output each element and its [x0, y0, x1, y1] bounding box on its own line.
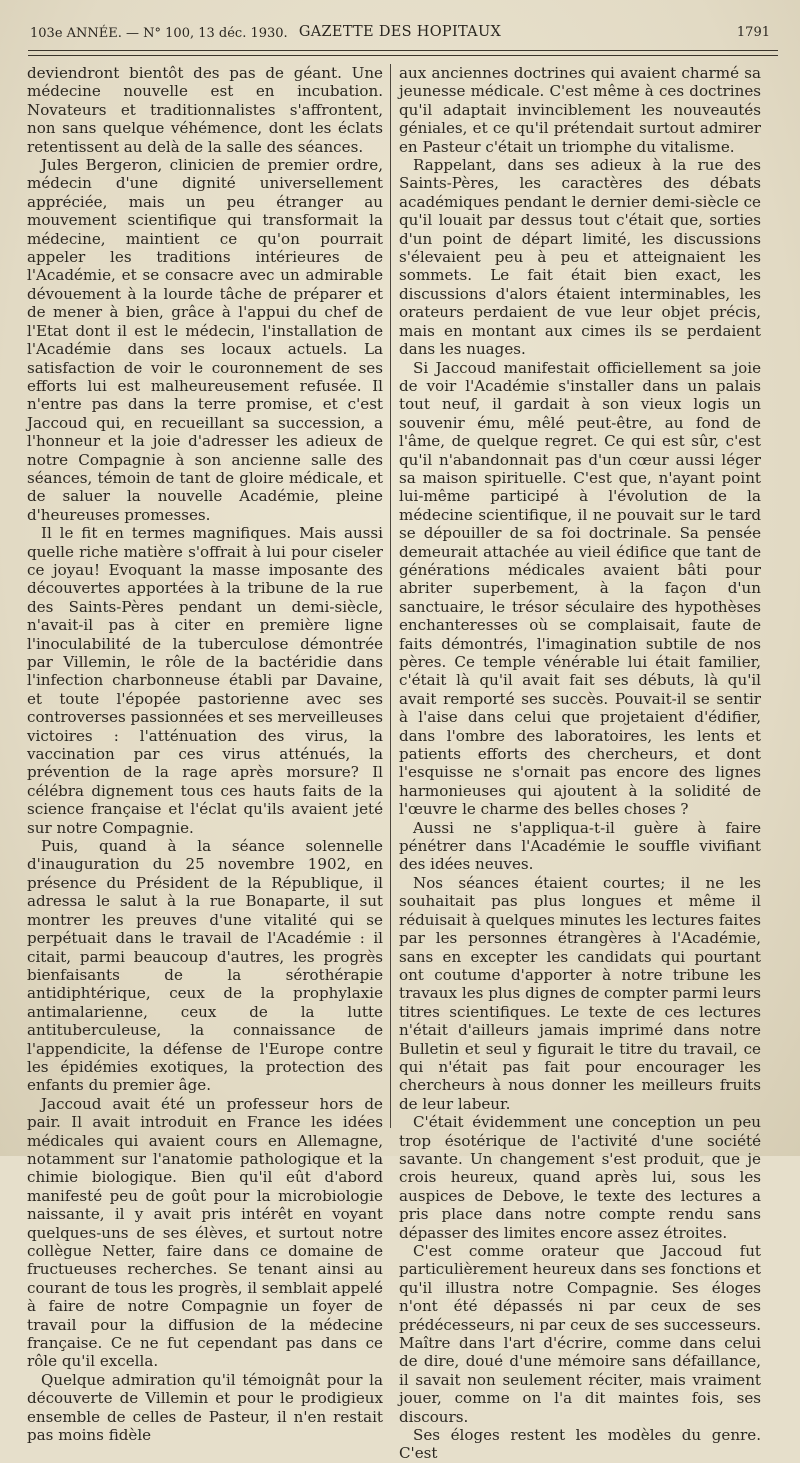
header-rule: [28, 50, 778, 51]
journal-title: GAZETTE DES HOPITAUX: [298, 24, 502, 40]
paragraph: Jules Bergeron, clinicien de premier ordre, médecin d'une dignité universellement appréciée, mais un peu étranger au mouvement scientifique qui transformait la médecine, maintient ce qu'on pourrait appeler les traditions intérieures de l'Académie, et se consacre avec un admirable dévouement à la lourde tâche de préparer et de mener à bien, grâce à l'appui du chef de l'Etat dont il est le médecin, l'installation de l'Académie dans ses locaux actuels. La satisfaction de voir le couronnement de ses efforts lui est malheureusement refusée. Il n'entre pas dans la terre promise, et c'est Jaccoud qui, en recueillant sa succession, a l'honneur et la joie d'adresser les adieux de notre Compagnie à son ancienne salle des séances, témoin de tant de gloire médicale, et de saluer la nouvelle Académie, pleine d'heureuses promesses.: [27, 156, 383, 524]
column-divider: [390, 64, 391, 1128]
paragraph: Il le fit en termes magnifiques. Mais aussi quelle riche matière s'offrait à lui pour ciseler ce joyau! Evoquant la masse imposante des découvertes apportées à la tribune de la rue des Saints-Pères pendant un demi-siècle, n'avait-il pas à citer en première ligne l'inoculabilité de la tuberculose démontrée par Villemin, le rôle de la bactéridie dans l'infection charbonneuse établi par Davaine, et toute l'épopée pastorienne avec ses controverses passionnées et ses merveilleuses victoires : l'atténuation des virus, la vaccination par ces virus atténués, la prévention de la rage après morsure? Il célébra dignement tous ces hauts faits de la science française et l'éclat qu'ils avaient jeté sur notre Compagnie.: [27, 524, 383, 837]
paragraph: C'était évidemment une conception un peu trop ésotérique de l'activité d'une société savante. Un changement s'est produit, que je crois heureux, quand après lui, sous les auspices de Debove, le texte des lectures a pris place dans notre compte rendu sans dépasser des limites encore assez étroites.: [399, 1113, 761, 1242]
issue-info: 103e ANNÉE. — N° 100, 13 déc. 1930.: [30, 26, 288, 41]
paragraph: Si Jaccoud manifestait officiellement sa joie de voir l'Académie s'installer dans un palais tout neuf, il gardait à son vieux logis un souvenir ému, mêlé peut-être, au fond de l'âme, de quelque regret. Ce qui est sûr, c'est qu'il n'abandonnait pas d'un cœur aussi léger sa maison spirituelle. C'est que, n'ayant point lui-même participé à l'évolution de la médecine scientifique, il ne pouvait sur le tard se dépouiller de sa foi doctrinale. Sa pensée demeurait attachée au vieil édifice que tant de générations médicales avaient bâti pour abriter superbement, à la façon d'un sanctuaire, le trésor séculaire des hypothèses enchanteresses où se complaisait, faute de faits démontrés, l'imagination subtile de nos pères. Ce temple vénérable lui était familier, c'était là qu'il avait fait ses débuts, là qu'il avait remporté ses succès. Pouvait-il se sentir à l'aise dans celui que projetaient d'édifier, dans l'ombre des laboratoires, les lents et patients efforts des chercheurs, et dont l'esquisse ne s'ornait pas encore des lignes harmonieuses qui ajoutent à la solidité de l'œuvre le charme des belles choses ?: [399, 358, 761, 819]
page-number: 1791: [736, 25, 770, 40]
paragraph: Ses éloges restent les modèles du genre. C'est: [399, 1426, 761, 1463]
paragraph: C'est comme orateur que Jaccoud fut particulièrement heureux dans ses fonctions et qu'il illustra notre Compagnie. Ses éloges n'ont été dépassés ni par ceux de ses prédécesseurs, ni par ceux de ses successeurs. Maître dans l'art d'écrire, comme dans celui de dire, doué d'une mémoire sans défaillance, il savait non seulement réciter, mais vraiment jouer, comme on l'a dit maintes fois, ses discours.: [399, 1242, 761, 1426]
right-column: [399, 64, 761, 1463]
paragraph: deviendront bientôt des pas de géant. Une médecine nouvelle est en incubation. Novateurs et traditionnalistes s'affrontent, non sans quelque véhémence, dont les éclats retentissent au delà de la salle des séances.: [27, 64, 383, 156]
page-header: [30, 20, 770, 48]
paragraph: Jaccoud avait été un professeur hors de pair. Il avait introduit en France les idées médicales qui avaient cours en Allemagne, notamment sur l'anatomie pathologique et la chimie biologique. Bien qu'il eût d'abord manifesté peu de goût pour la microbiologie naissante, il y avait pris intérêt en voyant quelques-uns de ses élèves, et surtout notre collègue Netter, faire dans ce domaine de fructueuses recherches. Se tenant ainsi au courant de tous les progrès, il semblait appelé à faire de notre Compagnie un foyer de travail pour la diffusion de la médecine française. Ce ne fut cependant pas dans ce rôle qu'il excella.: [27, 1094, 383, 1371]
paragraph: Quelque admiration qu'il témoignât pour la découverte de Villemin et pour le prodigieux ensemble de celles de Pasteur, il n'en restait pas moins fidèle: [27, 1370, 383, 1445]
header-rule-thin: [28, 55, 778, 56]
left-column: [27, 64, 383, 1445]
paragraph: Puis, quand à la séance solennelle d'inauguration du 25 novembre 1902, en présence du Président de la République, il adressa le salut à la rue Bonaparte, il sut montrer les preuves d'une vitalité qui se perpétuait dans le travail de l'Académie : il citait, parmi beaucoup d'autres, les progrès bienfaisants de la sérothérapie antidiphtérique, ceux de la prophylaxie antimalarienne, ceux de la lutte antituberculeuse, la connaissance de l'appendicite, la défense de l'Europe contre les épidémies exotiques, la protection des enfants du premier âge.: [27, 837, 383, 1095]
paragraph: aux anciennes doctrines qui avaient charmé sa jeunesse médicale. C'est même à ces doctrines qu'il adaptait invinciblement les nouveautés géniales, et ce qu'il prétendait surtout admirer en Pasteur c'était un triomphe du vitalisme.: [399, 64, 761, 156]
paragraph: Rappelant, dans ses adieux à la rue des Saints-Pères, les caractères des débats académiques pendant le dernier demi-siècle ce qu'il louait par dessus tout c'était que, sorties d'un point de départ limité, les discussions s'élevaient peu à peu et atteignaient les sommets. Le fait était bien exact, les discussions d'alors étaient interminables, les orateurs perdaient de vue leur objet précis, mais en montant aux cimes ils se perdaient dans les nuages.: [399, 156, 761, 359]
paragraph: Aussi ne s'appliqua-t-il guère à faire pénétrer dans l'Académie le souffle vivifiant des idées neuves.: [399, 818, 761, 874]
paragraph: Nos séances étaient courtes; il ne les souhaitait pas plus longues et même il réduisait à quelques minutes les lectures faites par les personnes étrangères à l'Académie, sans en excepter les candidats qui pourtant ont coutume d'apporter à notre tribune les travaux les plus dignes de compter parmi leurs titres scientifiques. Le texte de ces lectures n'était d'ailleurs jamais imprimé dans notre Bulletin et seul y figurait le titre du travail, ce qui n'était pas fait pour encourager les chercheurs à nous donner les meilleurs fruits de leur labeur.: [399, 873, 761, 1113]
